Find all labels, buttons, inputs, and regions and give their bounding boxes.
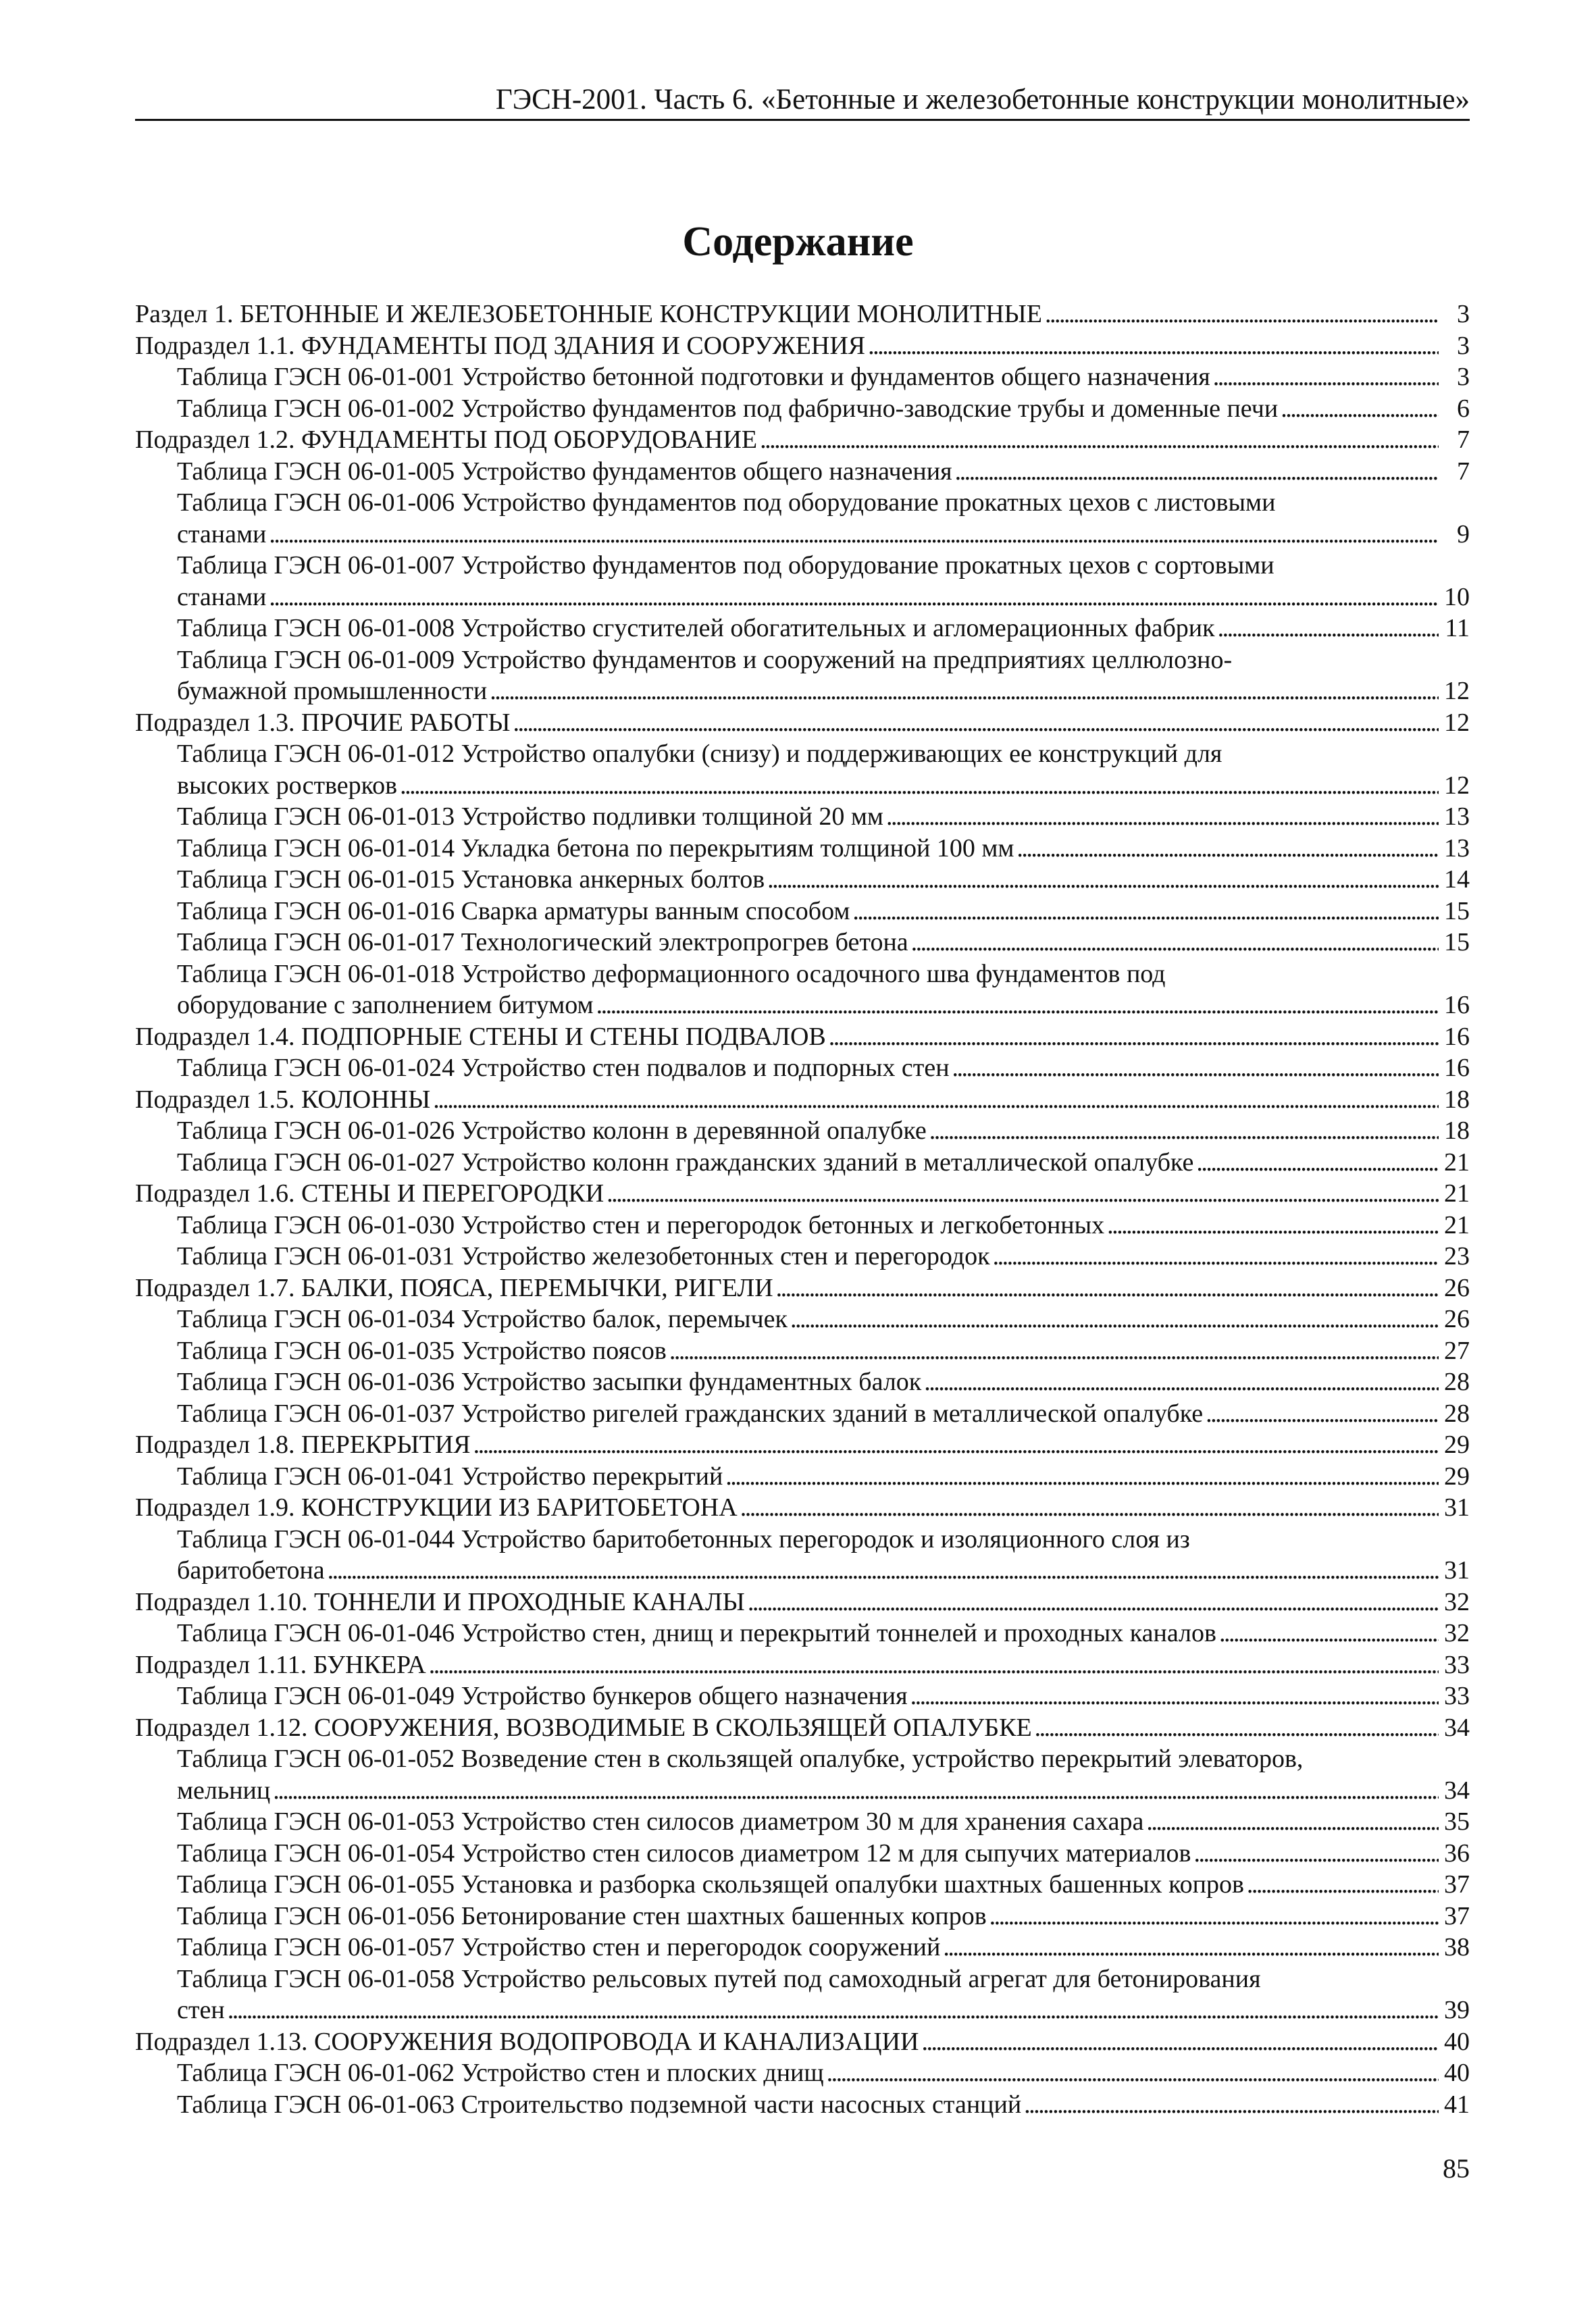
toc-page-number: 21 [1444,1210,1470,1239]
toc-entry-text: станами [177,519,267,548]
toc-page-number: 33 [1444,1682,1470,1710]
toc-page-number: 9 [1457,519,1470,548]
dot-leader [1213,361,1439,393]
dot-leader [1193,1838,1439,1870]
toc-page-number: 13 [1444,833,1470,863]
toc-entry-line [177,1210,1470,1241]
toc-page-number: 21 [1444,1179,1470,1208]
toc-entry-text: Таблица ГЭСН 06-01-063 Строительство подземной части насосных станций [177,2090,1022,2119]
toc-entry-text: Таблица ГЭСН 06-01-007 Устройство фундаментов под оборудование прокатных цехов с сортовыми [177,551,1275,580]
toc-entry-text: Таблица ГЭСН 06-01-046 Устройство стен, днищ и перекрытий тоннелей и проходных каналов [177,1619,1216,1647]
toc-entry-line [135,1649,1470,1681]
toc-subsection-entry[interactable] [135,424,1470,456]
toc-page-number: 41 [1444,2090,1470,2119]
dot-leader [952,1052,1439,1084]
toc-table-entry[interactable] [135,644,1470,707]
dot-leader [943,1932,1439,1963]
toc-page-number: 10 [1444,582,1470,611]
toc-subsection-entry[interactable] [135,1649,1470,1681]
toc-table-entry[interactable] [135,1147,1470,1179]
toc-entry-line [177,927,1470,958]
dot-leader [433,1084,1439,1116]
toc-entry-line [177,896,1470,927]
toc-entry-text: Подраздел 1.9. КОНСТРУКЦИИ ИЗ БАРИТОБЕТОНА [135,1493,738,1522]
toc-subsection-entry[interactable] [135,1587,1470,1618]
dot-leader [989,1901,1439,1932]
toc-page-number: 27 [1444,1336,1470,1365]
toc-table-entry[interactable] [135,456,1470,488]
toc-entry-line [135,299,1470,330]
toc-table-entry[interactable] [135,738,1470,801]
dot-leader [827,2057,1439,2089]
dot-leader [596,989,1439,1021]
toc-entry-text: Подраздел 1.7. БАЛКИ, ПОЯСА, ПЕРЕМЫЧКИ, РИГЕЛИ [135,1273,773,1302]
toc-table-entry[interactable] [135,1618,1470,1649]
toc-table-entry[interactable] [135,2089,1470,2121]
toc-entry-text: Таблица ГЭСН 06-01-014 Укладка бетона по перекрытиям толщиной 100 мм [177,833,1014,863]
dot-leader [269,582,1439,613]
toc-table-entry[interactable] [135,1743,1470,1806]
toc-subsection-entry[interactable] [135,1712,1470,1744]
toc-entry-text: Таблица ГЭСН 06-01-044 Устройство баритобетонных перегородок и изоляционного слоя из [177,1524,1190,1553]
toc-subsection-entry[interactable] [135,330,1470,362]
toc-page-number: 38 [1444,1933,1470,1961]
toc-table-entry[interactable] [135,1461,1470,1493]
toc-page-number: 37 [1444,1870,1470,1899]
toc-entry-line [135,2026,1470,2058]
toc-table-entry[interactable] [135,1241,1470,1272]
dot-leader [513,707,1439,739]
dot-leader [490,675,1439,707]
dot-leader [924,1366,1439,1398]
dot-leader [1045,299,1439,330]
toc-page-number: 12 [1444,771,1470,800]
toc-entry-text: Таблица ГЭСН 06-01-057 Устройство стен и перегородок сооружений [177,1933,941,1961]
toc-page-number: 32 [1444,1587,1470,1616]
toc-entry-text: Таблица ГЭСН 06-01-035 Устройство поясов [177,1336,667,1365]
dot-leader [1196,1147,1439,1179]
toc-entry-line [177,770,1470,802]
toc-entry-line [177,1147,1470,1179]
dot-leader [776,1272,1439,1304]
toc-table-entry[interactable] [135,801,1470,833]
toc-page-number: 39 [1444,1996,1470,2024]
toc-entry-text: Таблица ГЭСН 06-01-008 Устройство сгустителей обогатительных и агломерационных фабрик [177,614,1215,642]
toc-entry-text: Подраздел 1.11. БУНКЕРА [135,1650,426,1679]
toc-page-number: 40 [1444,2059,1470,2087]
toc-page-number: 29 [1444,1462,1470,1491]
toc-entry-text: Подраздел 1.6. СТЕНЫ И ПЕРЕГОРОДКИ [135,1179,604,1208]
toc-table-entry[interactable] [135,864,1470,896]
toc-table-entry[interactable] [135,1838,1470,1870]
toc-entry-text: Таблица ГЭСН 06-01-052 Возведение стен в скользящей опалубке, устройство перекрытий элеваторов, [177,1745,1304,1773]
toc-entry-text: Таблица ГЭСН 06-01-062 Устройство стен и плоских днищ [177,2059,824,2087]
dot-leader [1281,393,1439,425]
toc-subsection-entry[interactable] [135,1021,1470,1053]
toc-entry-text: Подраздел 1.10. ТОННЕЛИ И ПРОХОДНЫЕ КАНАЛЫ [135,1587,745,1616]
toc-page-number: 31 [1444,1493,1470,1522]
toc-page-number: 37 [1444,1901,1470,1930]
toc-page-number: 18 [1444,1085,1470,1114]
toc-table-entry[interactable] [135,1304,1470,1335]
toc-entry-line [135,424,1470,456]
dot-leader [767,864,1439,896]
toc-entry-text: Таблица ГЭСН 06-01-016 Сварка арматуры ванным способом [177,896,850,925]
toc-page-number: 7 [1457,426,1470,454]
toc-entry-text: стен [177,1996,225,2024]
dot-leader [228,1995,1439,2026]
dot-leader [1206,1398,1439,1430]
toc-page-number: 18 [1444,1116,1470,1145]
toc-entry-text: Подраздел 1.4. ПОДПОРНЫЕ СТЕНЫ И СТЕНЫ ПОДВАЛОВ [135,1022,826,1051]
dot-leader [1247,1869,1439,1901]
toc-page-number: 26 [1444,1273,1470,1302]
toc-subsection-entry[interactable] [135,1084,1470,1116]
toc-entry-line [135,330,1470,362]
toc-entry-line [177,1461,1470,1493]
toc-entry-text: Подраздел 1.12. СООРУЖЕНИЯ, ВОЗВОДИМЫЕ В СКОЛЬЗЯЩЕЙ ОПАЛУБКЕ [135,1713,1032,1742]
toc-entry-line [177,1052,1470,1084]
toc-entry-line [135,1178,1470,1210]
toc-subsection-entry[interactable] [135,2026,1470,2058]
toc-subsection-entry[interactable] [135,1429,1470,1461]
toc-entry-text: Таблица ГЭСН 06-01-056 Бетонирование стен шахтных башенных копров [177,1901,987,1930]
page-number: 85 [1443,2153,1470,2184]
dot-leader [1107,1210,1439,1241]
dot-leader [607,1178,1439,1210]
toc-entry-text: баритобетона [177,1556,325,1585]
toc-page-number: 16 [1444,1022,1470,1051]
toc-entry-line [177,675,1470,707]
toc-table-entry[interactable] [135,1901,1470,1932]
toc-table-entry[interactable] [135,1335,1470,1367]
toc-page-number: 3 [1457,331,1470,360]
toc-entry-line [177,1901,1470,1932]
toc-page-number: 23 [1444,1242,1470,1270]
toc-entry-line [177,1838,1470,1870]
toc-entry-text: Таблица ГЭСН 06-01-006 Устройство фундаментов под оборудование прокатных цехов с листовыми [177,488,1276,517]
toc-table-entry[interactable] [135,487,1470,550]
toc-entry-text: станами [177,582,267,611]
dot-leader [910,1680,1439,1712]
toc-page-number: 29 [1444,1431,1470,1459]
toc-entry-line [135,1587,1470,1618]
toc-entry-text: Таблица ГЭСН 06-01-018 Устройство деформационного осадочного шва фундаментов под [177,959,1166,988]
toc-page-number: 21 [1444,1148,1470,1177]
toc-entry-line [177,2089,1470,2121]
dot-leader [829,1021,1439,1053]
toc-page-number: 3 [1457,363,1470,391]
toc-entry-line [177,1241,1470,1272]
toc-entry-text: Таблица ГЭСН 06-01-017 Технологический электропрогрев бетона [177,928,908,956]
toc-entry-line [177,801,1470,833]
toc-page-number: 12 [1444,677,1470,705]
toc-table-entry[interactable] [135,1210,1470,1241]
toc-table-entry[interactable] [135,613,1470,644]
toc-entry-text: Таблица ГЭСН 06-01-015 Установка анкерных болтов [177,865,765,894]
dot-leader [955,456,1439,488]
toc-entry-text: Таблица ГЭСН 06-01-058 Устройство рельсовых путей под самоходный агрегат для бетонирования [177,1964,1261,1993]
dot-leader [400,770,1439,802]
toc-entry-line [135,1272,1470,1304]
toc-table-entry[interactable] [135,958,1470,1021]
toc-entry-line [135,1712,1470,1744]
toc-entry-line [135,1084,1470,1116]
page-header: ГЭСН-2001. Часть 6. «Бетонные и железобетонные конструкции монолитные» [495,84,1470,115]
toc-page-number: 31 [1444,1556,1470,1585]
toc-entry-text: Таблица ГЭСН 06-01-024 Устройство стен подвалов и подпорных стен [177,1054,950,1082]
toc-page-number: 11 [1445,614,1470,642]
toc-entry-text: мельниц [177,1776,271,1805]
dot-leader [760,424,1439,456]
toc-entry-text: оборудование с заполнением битумом [177,991,594,1019]
toc-table-entry[interactable] [135,927,1470,958]
toc-entry-line [135,1429,1470,1461]
toc-entry-line [177,1869,1470,1901]
toc-entry-text: высоких ростверков [177,771,398,800]
document-title: Содержание [682,219,914,265]
toc-table-entry[interactable] [135,1052,1470,1084]
toc-table-entry[interactable] [135,1680,1470,1712]
toc-entry-line [135,707,1470,739]
toc-entry-text: Таблица ГЭСН 06-01-002 Устройство фундаментов под фабрично-заводские трубы и доменные печи [177,394,1279,423]
dot-leader [790,1304,1439,1335]
toc-table-entry[interactable] [135,1398,1470,1430]
header-rule [135,119,1470,121]
toc-page-number: 28 [1444,1399,1470,1428]
dot-leader [1035,1712,1439,1744]
toc-page-number: 13 [1444,802,1470,831]
dot-leader [1016,833,1439,865]
toc-page-number: 32 [1444,1619,1470,1647]
toc-table-entry[interactable] [135,1115,1470,1147]
toc-table-entry[interactable] [135,393,1470,425]
toc-page-number: 7 [1457,457,1470,486]
toc-table-entry[interactable] [135,2057,1470,2089]
dot-leader [273,1775,1439,1807]
toc-entry-line [177,613,1470,644]
toc-page-number: 12 [1444,708,1470,737]
toc-subsection-entry[interactable] [135,1178,1470,1210]
toc-entry-line [135,1021,1470,1053]
toc-page-number: 16 [1444,991,1470,1019]
toc-entry-text: Таблица ГЭСН 06-01-054 Устройство стен силосов диаметром 12 м для сыпучих материалов [177,1839,1191,1868]
toc-table-entry[interactable] [135,833,1470,865]
toc-entry-text: Таблица ГЭСН 06-01-034 Устройство балок, перемычек [177,1305,788,1333]
toc-page-number: 15 [1444,896,1470,925]
toc-entry-text: Таблица ГЭСН 06-01-053 Устройство стен силосов диаметром 30 м для хранения сахара [177,1807,1144,1836]
toc-entry-text: Таблица ГЭСН 06-01-049 Устройство бункеров общего назначения [177,1682,908,1710]
toc-entry-line [177,2057,1470,2089]
dot-leader [669,1335,1439,1367]
toc-entry-text: Таблица ГЭСН 06-01-013 Устройство подливки толщиной 20 мм [177,802,883,831]
dot-leader [921,2026,1439,2058]
toc-entry-line [177,1618,1470,1649]
toc-table-entry[interactable] [135,1806,1470,1838]
toc-page-number: 3 [1457,300,1470,328]
toc-page-number: 6 [1457,394,1470,423]
toc-entry-text: Подраздел 1.1. ФУНДАМЕНТЫ ПОД ЗДАНИЯ И СООРУЖЕНИЯ [135,331,866,360]
toc-entry-text: Подраздел 1.13. СООРУЖЕНИЯ ВОДОПРОВОДА И КАНАЛИЗАЦИИ [135,2027,919,2056]
dot-leader [725,1461,1439,1493]
toc-entry-line [177,1335,1470,1367]
toc-entry-line [177,864,1470,896]
toc-entry-text: Таблица ГЭСН 06-01-041 Устройство перекрытий [177,1462,723,1491]
toc-page-number: 40 [1444,2027,1470,2056]
toc-entry-text: Таблица ГЭСН 06-01-009 Устройство фундаментов и сооружений на предприятиях целлюлозно- [177,645,1233,674]
toc-page-number: 34 [1444,1776,1470,1805]
toc-entry-line [177,393,1470,425]
toc-entry-line [177,833,1470,865]
dot-leader [429,1649,1439,1681]
toc-subsection-entry[interactable] [135,1492,1470,1524]
dot-leader [868,330,1439,362]
toc-page-number: 28 [1444,1368,1470,1396]
toc-table-entry[interactable] [135,1932,1470,1963]
toc-table-entry[interactable] [135,1869,1470,1901]
toc-entry-text: Таблица ГЭСН 06-01-027 Устройство колонн гражданских зданий в металлической опалубке [177,1148,1194,1177]
toc-page-number: 34 [1444,1713,1470,1742]
toc-entry-text: Таблица ГЭСН 06-01-037 Устройство ригелей гражданских зданий в металлической опалубке [177,1399,1204,1428]
toc-page-number: 14 [1444,865,1470,894]
dot-leader [993,1241,1439,1272]
toc-table-entry[interactable] [135,550,1470,613]
toc-entry-line [177,1806,1470,1838]
dot-leader [269,519,1439,550]
dot-leader [929,1115,1439,1147]
dot-leader [852,896,1439,927]
toc-subsection-entry[interactable] [135,1272,1470,1304]
toc-page-number: 36 [1444,1839,1470,1868]
toc-entry-line [177,582,1470,613]
toc-entry-text: Таблица ГЭСН 06-01-001 Устройство бетонной подготовки и фундаментов общего назначения [177,363,1210,391]
dot-leader [740,1492,1439,1524]
dot-leader [748,1587,1439,1618]
dot-leader [911,927,1439,958]
dot-leader [1219,1618,1439,1649]
toc-table-entry[interactable] [135,1963,1470,2026]
toc-table-entry[interactable] [135,361,1470,393]
toc-entry-text: Раздел 1. БЕТОННЫЕ И ЖЕЛЕЗОБЕТОННЫЕ КОНСТРУКЦИИ МОНОЛИТНЫЕ [135,300,1043,328]
toc-section-entry[interactable] [135,299,1470,330]
toc-entry-line [177,456,1470,488]
toc-table-entry[interactable] [135,896,1470,927]
toc-entry-text: бумажной промышленности [177,677,488,705]
toc-entry-line [177,1932,1470,1963]
toc-entry-text: Таблица ГЭСН 06-01-012 Устройство опалубки (снизу) и поддерживающих ее конструкций для [177,740,1222,768]
toc-entry-line [177,1680,1470,1712]
toc-table-entry[interactable] [135,1366,1470,1398]
table-of-contents [135,299,1470,2120]
toc-entry-line [177,1398,1470,1430]
toc-page-number: 15 [1444,928,1470,956]
toc-entry-text: Таблица ГЭСН 06-01-030 Устройство стен и перегородок бетонных и легкобетонных [177,1210,1105,1239]
toc-subsection-entry[interactable] [135,707,1470,739]
toc-entry-text: Таблица ГЭСН 06-01-036 Устройство засыпки фундаментных балок [177,1368,922,1396]
toc-entry-text: Подраздел 1.8. ПЕРЕКРЫТИЯ [135,1431,471,1459]
toc-entry-text: Таблица ГЭСН 06-01-031 Устройство железобетонных стен и перегородок [177,1242,990,1270]
toc-entry-text: Подраздел 1.5. КОЛОННЫ [135,1085,431,1114]
toc-entry-line [177,1555,1470,1587]
dot-leader [1218,613,1439,644]
toc-entry-text: Таблица ГЭСН 06-01-055 Установка и разборка скользящей опалубки шахтных башенных копров [177,1870,1244,1899]
toc-entry-text: Подраздел 1.3. ПРОЧИЕ РАБОТЫ [135,708,511,737]
toc-entry-line [177,1995,1470,2026]
toc-entry-line [177,519,1470,550]
toc-entry-line [177,1304,1470,1335]
dot-leader [1146,1806,1439,1838]
dot-leader [886,801,1439,833]
dot-leader [328,1555,1439,1587]
toc-page-number: 16 [1444,1054,1470,1082]
toc-entry-text: Таблица ГЭСН 06-01-026 Устройство колонн в деревянной опалубке [177,1116,927,1145]
toc-page-number: 35 [1444,1807,1470,1836]
toc-entry-line [135,1492,1470,1524]
toc-table-entry[interactable] [135,1524,1470,1587]
toc-entry-line [177,1366,1470,1398]
toc-page-number: 26 [1444,1305,1470,1333]
toc-entry-line [177,361,1470,393]
toc-entry-line [177,1115,1470,1147]
toc-entry-text: Подраздел 1.2. ФУНДАМЕНТЫ ПОД ОБОРУДОВАНИЕ [135,426,758,454]
toc-entry-line [177,1775,1470,1807]
dot-leader [473,1429,1439,1461]
toc-entry-text: Таблица ГЭСН 06-01-005 Устройство фундаментов общего назначения [177,457,952,486]
toc-entry-line [177,989,1470,1021]
toc-page-number: 33 [1444,1650,1470,1679]
dot-leader [1024,2089,1439,2121]
